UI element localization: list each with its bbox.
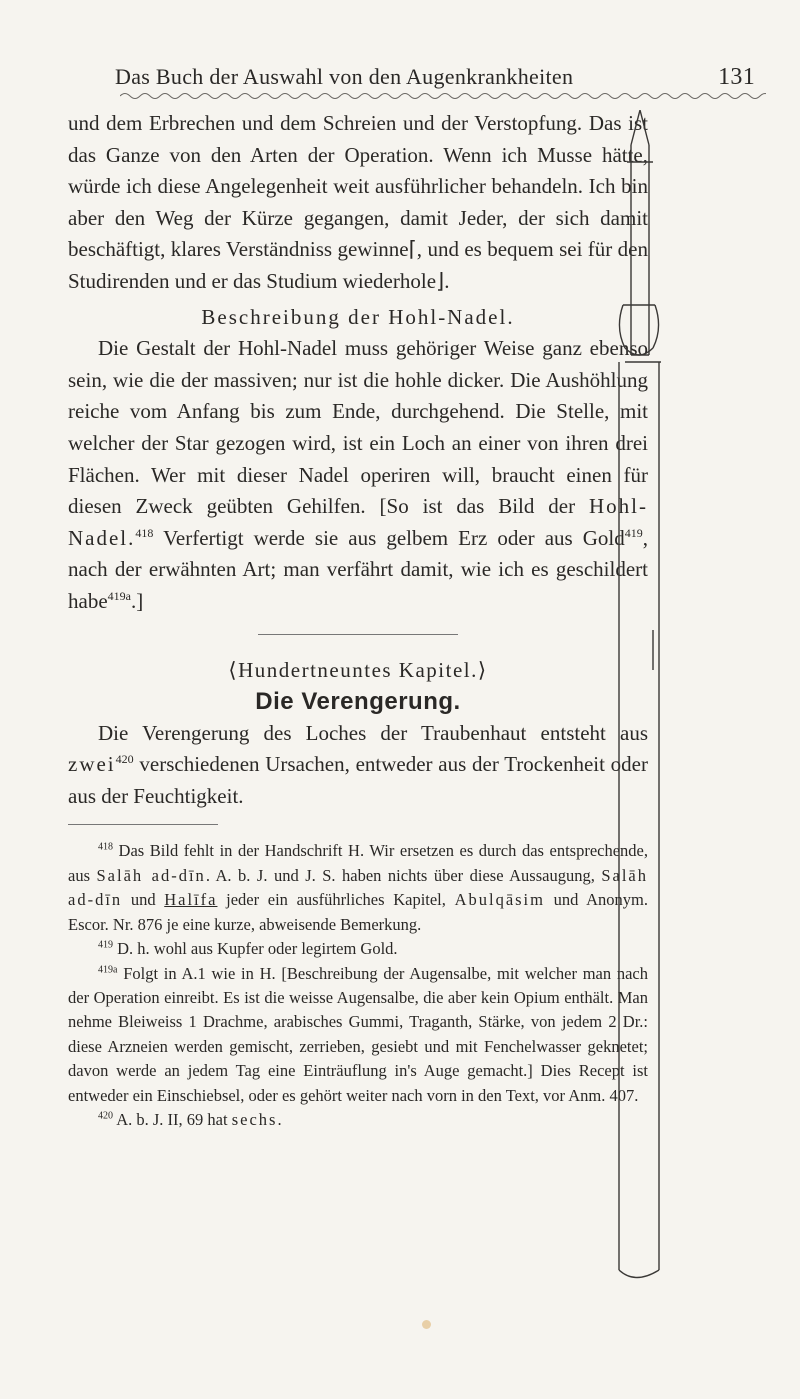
- paragraph-2-text: , nach der erwähnten Art; man verfährt damit, wie ich es geschildert habe: [68, 525, 648, 613]
- paper-stain: [422, 1320, 431, 1329]
- footnote-ref-420: 420: [115, 752, 134, 767]
- chapter-title: Die Verengerung.: [255, 688, 461, 716]
- paragraph-2-text: Die Gestalt der Hohl-Nadel muss gehöriger Weise ganz ebenso sein, wie die der massiven; nur ist die hohle dicker. Die Aushöhlung reiche vom Anfang bis zum Ende, durchgehend. Die Stelle, mit welcher der Star gezogen wird, ist ein Loch an einer von ihren drei Flächen. Wer mit dieser Nadel operiren will, braucht einen für diesen Zweck geübten Gehilfen. [So ist das Bild der: [68, 336, 648, 519]
- spaced-term: zwei: [68, 752, 116, 777]
- chapter-divider: [258, 634, 458, 635]
- footnote-number: 419a: [98, 964, 118, 975]
- spaced-name: Salāh ad-dīn: [96, 865, 206, 885]
- paragraph-1: und dem Erbrechen und dem Schreien und der Verstopfung. Das ist das Ganze von den Arten der Operation. Wenn ich Musse hätte, würde ich diese Angelegenheit weit ausführlicher behandeln. Ich bin aber den Weg der Kürze gegangen, damit Jeder, der sich damit beschäftigt, klares Verständniss gewinne⌈, und es bequem sei für den Studirenden und er das Studium wiederhole⌋.: [68, 111, 648, 293]
- footnote-rule: [68, 824, 218, 825]
- paragraph-3: [68, 718, 648, 813]
- footnote-text: A. b. J. II, 69 hat: [113, 1109, 232, 1129]
- footnote-text: Das Bild fehlt in der Handschrift H. Wir ersetzen es durch das entsprechende, aus: [68, 841, 648, 885]
- spaced-name: Abulqāsim: [454, 890, 545, 910]
- paragraph-2: [68, 333, 648, 617]
- footnote-number: 419: [98, 939, 113, 951]
- paragraph-3-text: verschiedenen Ursachen, entweder aus der Trockenheit oder aus der Feuchtigkeit.: [68, 752, 648, 808]
- footnote-ref-419a: 419a: [107, 588, 131, 603]
- footnote-419a: [68, 962, 648, 1108]
- paragraph-3-text: Die Verengerung des Loches der Traubenhaut entsteht aus: [98, 720, 648, 745]
- footnote-ref-418: 418: [135, 525, 154, 540]
- footnote-text: und Anonym. Escor. Nr. 876 je eine kurze, abweisende Bemerkung.: [68, 890, 649, 934]
- footnote-number: 420: [98, 1110, 113, 1122]
- spaced-term: Hohl-Nadel.: [68, 494, 648, 550]
- footnote-text: D. h. wohl aus Kupfer oder legirtem Gold.: [113, 939, 398, 959]
- spaced-name: Salāh ad-dīn: [68, 865, 649, 910]
- footnote-ref-419: 419: [624, 525, 643, 540]
- footnote-418: [68, 839, 648, 937]
- footnote-420: [68, 1108, 648, 1132]
- footnote-text: und: [122, 890, 165, 910]
- footnote-text: . A. b. J. und J. S. haben nichts über diese Aussaugung,: [205, 865, 602, 885]
- spaced-name: Halīfa: [164, 890, 218, 910]
- wavy-rule-ornament: [120, 90, 766, 102]
- footnote-number: 418: [98, 841, 113, 853]
- footnote-text: .: [277, 1109, 282, 1129]
- page-number: 131: [718, 64, 755, 90]
- hollow-needle-drawing: [605, 110, 665, 1290]
- spaced-term: sechs: [231, 1109, 278, 1129]
- footnotes: [68, 839, 648, 1132]
- paragraph-2-text: .]: [130, 588, 144, 613]
- footnote-text: jeder ein ausführliches Kapitel,: [217, 890, 455, 910]
- footnote-419: [68, 937, 648, 961]
- section-title: Beschreibung der Hohl-Nadel.: [201, 304, 515, 329]
- chapter-label: ⟨Hundertneuntes Kapitel.⟩: [228, 657, 488, 682]
- main-text: [68, 108, 648, 1132]
- footnote-text: Folgt in A.1 wie in H. [Beschreibung der Augensalbe, mit welcher man nach der Operation einreibt. Es ist die weisse Augensalbe, die aber kein Opium enthält. Man nehme Bleiweiss 1 Drachme, arabisches Gummi, Traganth, Stärke, von jedem 2 Dr.: diese Arzneien werden gemischt, zerrieben, gesiebt und mit Fenchelwasser geknetet; davon werde an jedem Tag eine Einträuflung in's Auge gemacht.] Dies Recept ist entweder ein Einschiebsel, oder es gehört weiter nach vorn in den Text, vor Anm. 407.: [68, 963, 648, 1105]
- running-title: Das Buch der Auswahl von den Augenkrankheiten: [115, 64, 574, 89]
- paragraph-2-text: Verfertigt werde sie aus gelbem Erz oder aus Gold: [153, 525, 625, 550]
